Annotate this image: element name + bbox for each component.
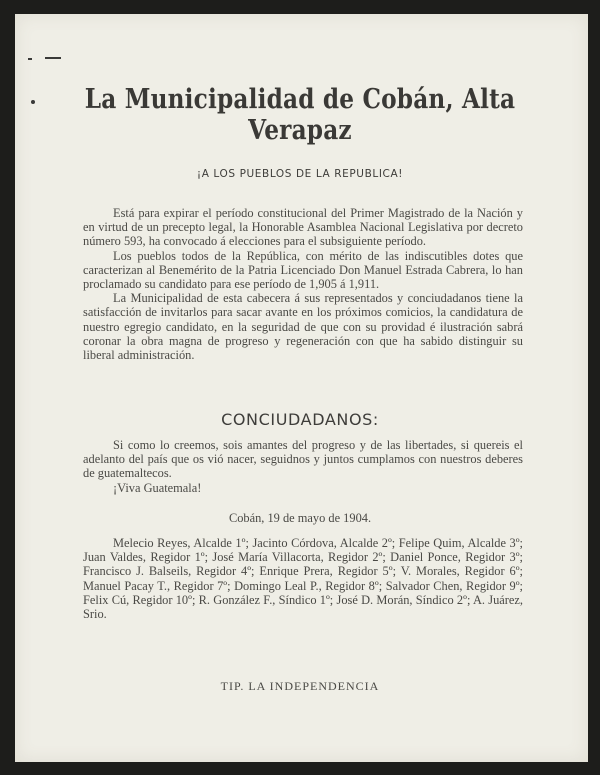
- intro-section: [83, 206, 523, 362]
- appeal-section: [83, 438, 523, 495]
- signatory-list: Melecio Reyes, Alcalde 1º; Jacinto Córdova, Alcalde 2º; Felipe Quim, Alcalde 3º; Juan Valdes, Regidor 1º; José María Villacorta, Regidor 2º; Daniel Ponce, Regidor 3º; Francisco J. Balseils, Regidor 4º; Enrique Prera, Regidor 5º; V. Morales, Regidor 6º; Manuel Pacay T., Regidor 7º; Domingo Leal P., Regidor 8º; Salvador Chen, Regidor 9º; Felix Cú, Regidor 10º; R. González F., Síndico 1º; José D. Morán, Síndico 2º; A. Juárez, Srio.: [83, 536, 523, 622]
- ink-mark: [31, 100, 35, 104]
- printer-imprint: TIP. LA INDEPENDENCIA: [220, 679, 380, 693]
- document-subtitle: ¡A LOS PUEBLOS DE LA REPUBLICA!: [196, 168, 404, 180]
- paragraph: La Municipalidad de esta cabecera á sus representados y conciudadanos tiene la satisfacción de invitarlos para sacar avante en los próximos comicios, la candidatura de nuestro egregio candidato, en la seguridad de que con su providad é ilustración sabrá coronar la obra magna de progreso y regeneración con que ha sabido distinguir su liberal administración.: [83, 291, 523, 363]
- ink-mark: [45, 57, 61, 59]
- paragraph: Si como lo creemos, sois amantes del progreso y de las libertades, si quereis el adelanto del país que os vió nacer, seguidnos y juntos cumplamos con nuestros deberes de guatemaltecos.: [83, 438, 523, 481]
- date-line: Cobán, 19 de mayo de 1904.: [228, 511, 372, 525]
- document-title: La Municipalidad de Cobán, Alta Verapaz: [84, 84, 516, 146]
- paragraph: Está para expirar el período constitucional del Primer Magistrado de la Nación y en virtud de un precepto legal, la Honorable Asamblea Nacional Legislativa por decreto número 593, ha convocado á elecciones para el subsiguiente período.: [83, 206, 523, 249]
- paragraph: ¡Viva Guatemala!: [113, 480, 202, 495]
- signatories: [83, 536, 523, 621]
- ink-mark: [28, 58, 32, 60]
- section-heading: CONCIUDADANOS:: [221, 410, 379, 429]
- paragraph: Los pueblos todos de la República, con mérito de las indiscutibles dotes que caracterizan al Benemérito de la Patria Licenciado Don Manuel Estrada Cabrera, lo han proclamado su candidato para ese período de 1,905 á 1,911.: [83, 248, 523, 292]
